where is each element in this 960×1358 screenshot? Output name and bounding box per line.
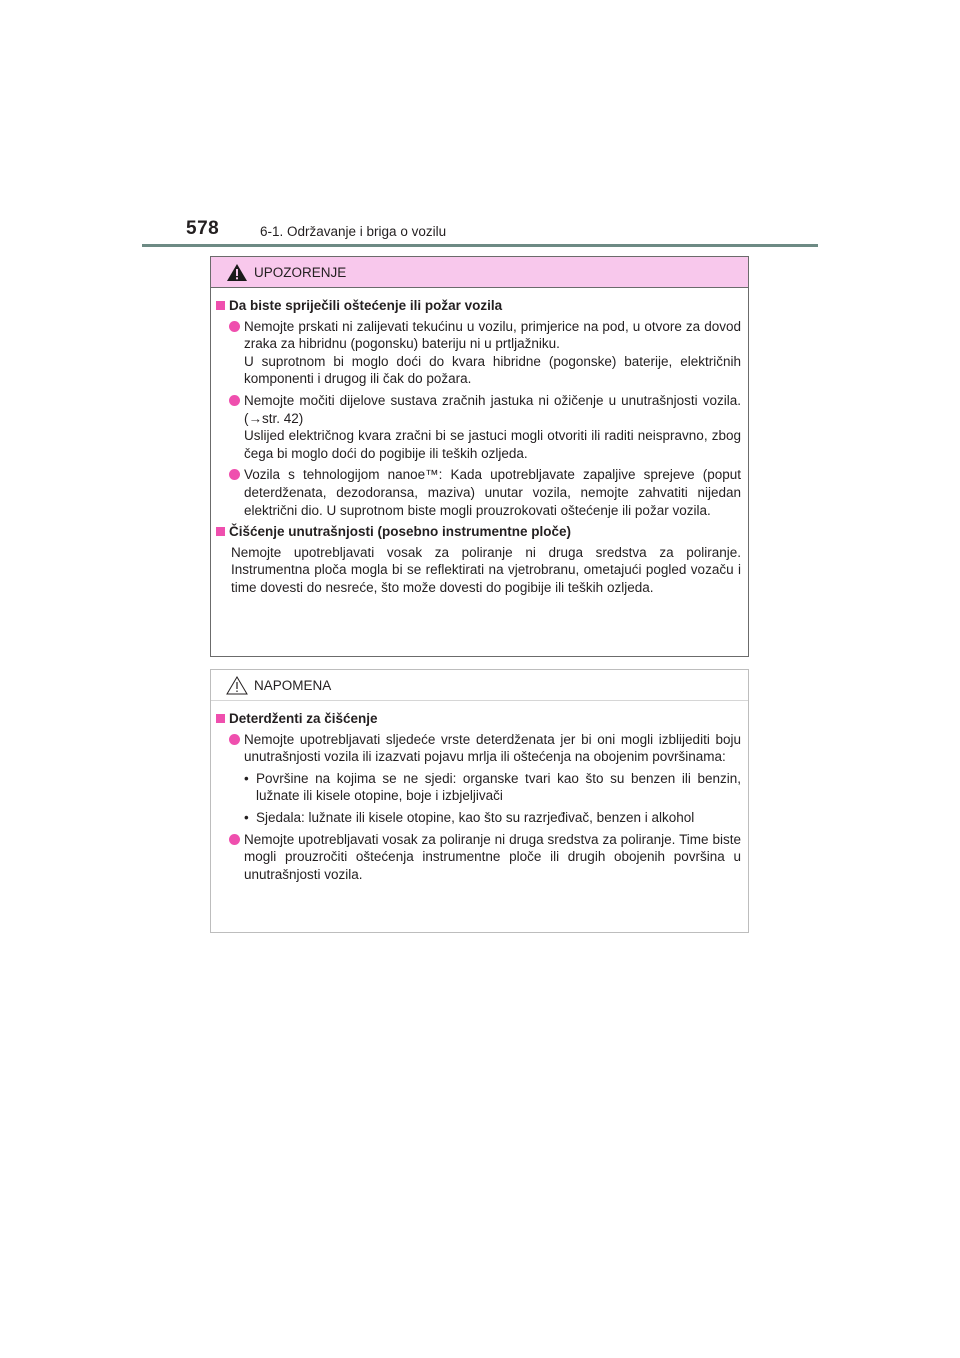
section-title: 6-1. Održavanje i briga o vozilu xyxy=(260,224,447,239)
circle-bullet-icon xyxy=(229,321,240,332)
dot-bullet: • xyxy=(244,809,249,825)
warning-triangle-icon xyxy=(226,263,248,282)
heading-text: Čišćenje unutrašnjosti (posebno instrumentne ploče) xyxy=(229,524,572,540)
paragraph: U suprotnom bi moglo doći do kvara hibridne (pogonske) baterije, električnih komponenti i drugog ili čak do požara. xyxy=(244,353,741,387)
warning-heading-cleaning xyxy=(213,523,741,541)
note-label: NAPOMENA xyxy=(254,678,332,693)
square-bullet-icon xyxy=(216,301,225,310)
list-item xyxy=(213,731,741,766)
note-box xyxy=(210,669,749,933)
sub-list-item xyxy=(213,809,741,827)
circle-bullet-icon xyxy=(229,834,240,845)
paragraph: Vozila s tehnologijom nanoe™: Kada upotrebljavate zapaljive sprejeve (poput deterdženata, dezodoransa, maziva) unutar vozila, nemojte zahvatiti nijedan električni dio. U suprotnom biste mogli prouzrokovati oštećenje ili požar vozila. xyxy=(244,467,741,518)
sub-item-text: Sjedala: lužnate ili kisele otopine, kao što su razrjeđivač, benzen i alkohol xyxy=(256,809,695,825)
sub-list-item xyxy=(213,770,741,805)
dot-bullet: • xyxy=(244,770,249,786)
list-item xyxy=(213,466,741,519)
warning-box xyxy=(210,256,749,657)
warning-label: UPOZORENJE xyxy=(254,265,347,280)
paragraph: Nemojte močiti dijelove sustava zračnih jastuka ni ožičenje u unutrašnjosti vozila. (→str. 42) xyxy=(244,392,741,426)
warning-box-header xyxy=(211,257,748,288)
circle-bullet-icon xyxy=(229,734,240,745)
warning-body xyxy=(211,288,748,597)
paragraph: Nemojte upotrebljavati vosak za poliranje ni druga sredstva za poliranje. Time biste mogli prouzročiti oštećenja instrumentne ploče ili drugih obojenih površina u unutrašnjosti vozila. xyxy=(244,831,741,882)
paragraph: Nemojte upotrebljavati sljedeće vrste deterdženata jer bi oni mogli izblijediti boju unutrašnjosti vozila ili izazvati pojavu mrlja ili oštećenja na obojenim površinama: xyxy=(244,731,741,765)
caution-triangle-icon xyxy=(226,676,248,695)
paragraph-block xyxy=(213,544,741,597)
circle-bullet-icon xyxy=(229,395,240,406)
list-item xyxy=(213,318,741,388)
note-heading xyxy=(213,710,741,728)
page-number: 578 xyxy=(186,218,220,239)
square-bullet-icon xyxy=(216,527,225,536)
note-body xyxy=(211,701,748,883)
paragraph: Uslijed električnog kvara zračni bi se jastuci mogli otvoriti ili raditi neispravno, zbog čega bi moglo doći do pogibije ili teških ozljeda. xyxy=(244,428,741,461)
heading-text: Da biste spriječili oštećenje ili požar vozila xyxy=(229,298,503,313)
warning-heading-fire xyxy=(213,297,741,315)
note-box-header xyxy=(211,670,748,701)
circle-bullet-icon xyxy=(229,469,240,480)
sub-item-text: Površine na kojima se ne sjedi: organske tvari kao što su benzen ili benzin, lužnate ili kisele otopine, boje i izbjeljivači xyxy=(256,770,741,804)
list-item xyxy=(213,392,741,462)
heading-text: Deterdženti za čišćenje xyxy=(229,711,378,726)
square-bullet-icon xyxy=(216,714,225,723)
paragraph: Nemojte prskati ni zalijevati tekućinu u vozilu, primjerice na pod, u otvore za dovod zraka za hibridnu (pogonsku) bateriju ni u prtljažniku. xyxy=(244,318,741,352)
list-item xyxy=(213,831,741,884)
header-rule xyxy=(142,244,818,247)
paragraph: Nemojte upotrebljavati vosak za poliranje ni druga sredstva za poliranje. Instrumentna ploča mogla bi se reflektirati na vjetrobranu, ometajući pogled vozaču i time dovesti do nesreće, što može dovesti do pogibije ili teških ozljeda. xyxy=(231,544,741,595)
